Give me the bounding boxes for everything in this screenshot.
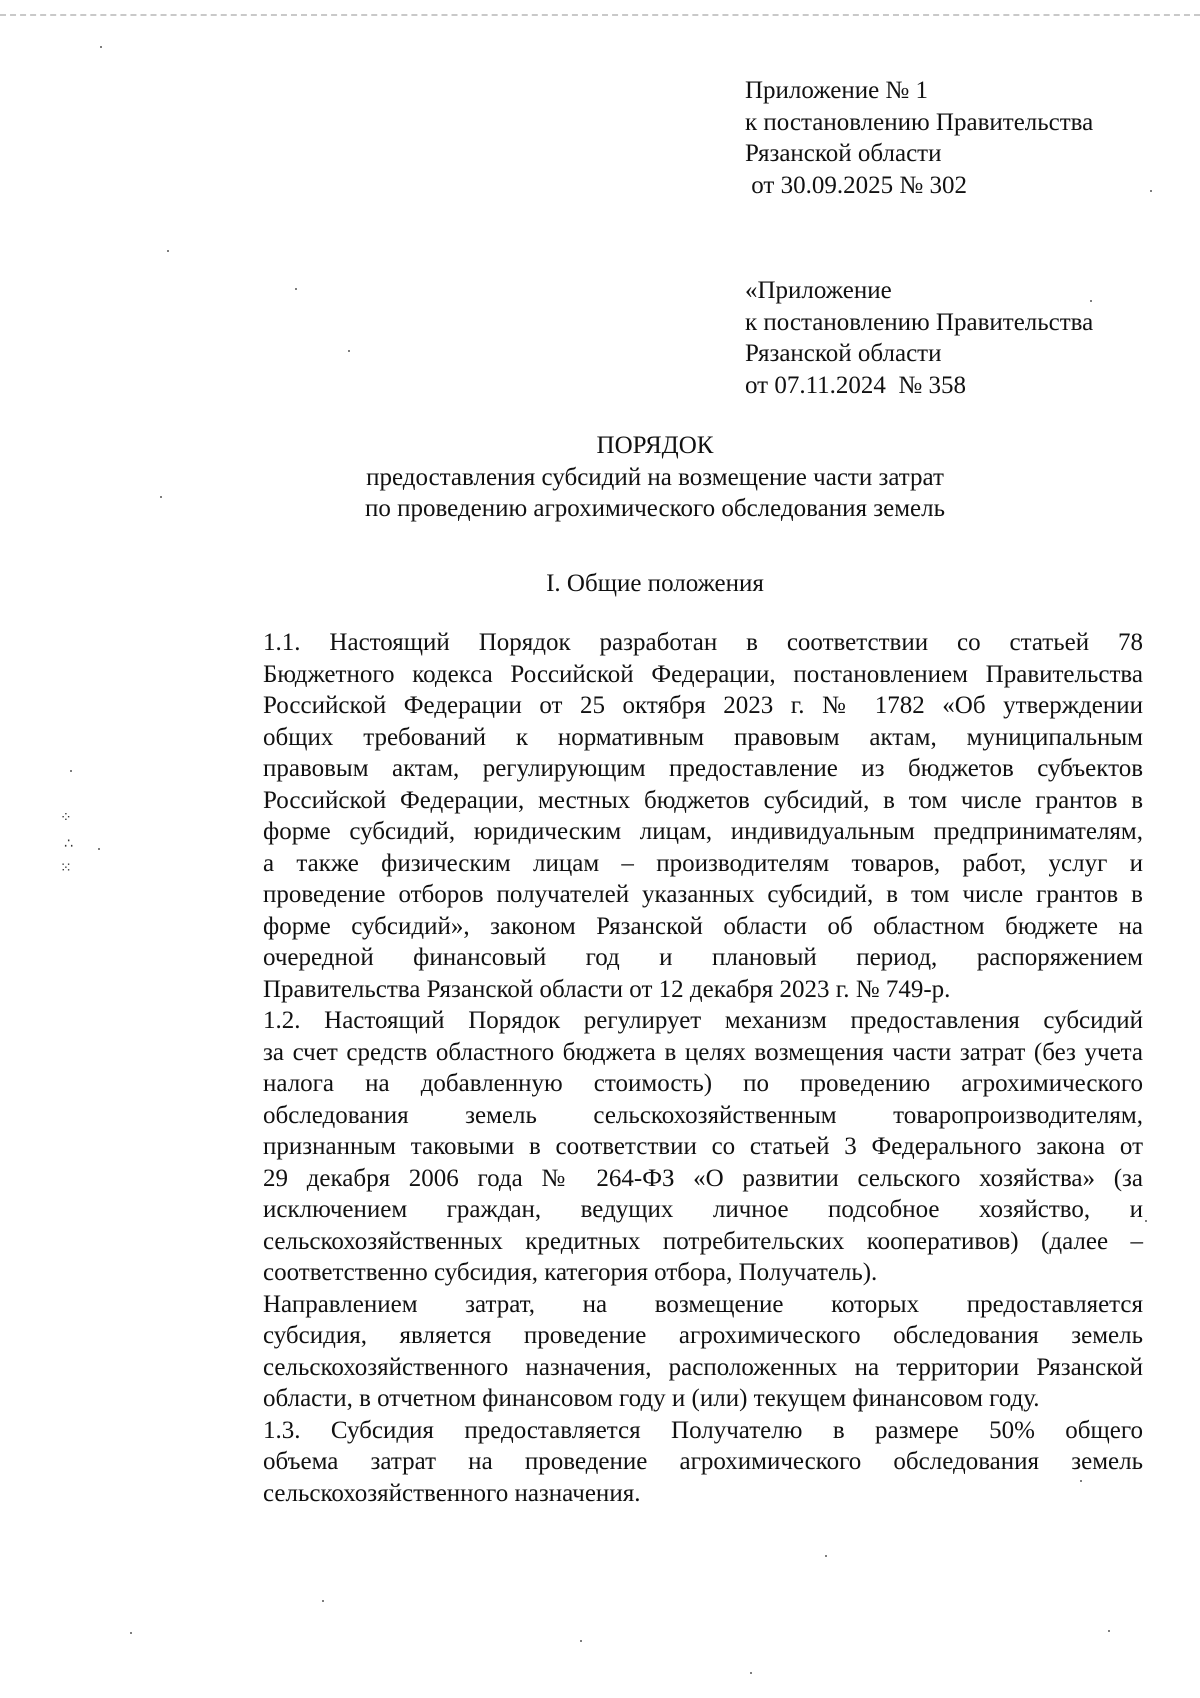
scan-speck: [1090, 300, 1092, 302]
text-line: Российской Федерации, местных бюджетов субсидий, в том числе грантов в: [263, 786, 1143, 814]
text-line: сельскохозяйственных кредитных потребительских кооперативов) (далее –: [263, 1227, 1143, 1255]
document-title: ПОРЯДОК: [596, 432, 714, 459]
document-body: [193, 627, 1143, 1509]
margin-punch-mark: ⁘: [60, 810, 72, 826]
text-line: Правительства Рязанской области от 12 декабря 2023 г. № 749-р.: [263, 975, 951, 1003]
section-heading-text: I. Общие положения: [546, 570, 764, 597]
scan-speck: [98, 848, 100, 850]
scan-speck: [160, 496, 162, 498]
scan-speck: [70, 770, 72, 772]
paragraph-1-1: [193, 627, 1143, 1005]
annex2-line: «Приложение: [745, 277, 892, 304]
text-line: субсидия, является проведение агрохимического обследования земель: [263, 1322, 1143, 1349]
paragraph-expense-direction: [193, 1289, 1143, 1415]
annex2-line: от 07.11.2024 № 358: [745, 371, 967, 399]
scan-speck: [1108, 1630, 1110, 1632]
scan-speck: [580, 1640, 582, 1642]
text-line: общих требований к нормативным правовым актам, муниципальным: [263, 723, 1143, 751]
annex-header-1: [745, 75, 1093, 201]
scan-speck: [167, 250, 169, 252]
document-title-block: [0, 430, 1200, 525]
text-line: правовым актам, регулирующим предоставление из бюджетов субъектов: [263, 755, 1143, 782]
paragraph-1-3: [193, 1415, 1143, 1510]
scan-speck: [750, 1672, 752, 1674]
text-line: очередной финансовый год и плановый период, распоряжением: [263, 944, 1143, 971]
scan-edge-line: [0, 14, 1200, 16]
text-line: обследования земель сельскохозяйственным товаропроизводителям,: [263, 1101, 1143, 1129]
scan-speck: [130, 1632, 132, 1634]
text-line: объема затрат на проведение агрохимического обследования земель: [263, 1448, 1143, 1475]
text-line: признанным таковыми в соответствии со статьей 3 Федерального закона от: [263, 1133, 1143, 1160]
paragraph-1-2: [193, 1005, 1143, 1289]
text-line: Российской Федерации от 25 октября 2023 г. № 1782 «Об утверждении: [263, 692, 1143, 719]
text-line: Направлением затрат, на возмещение которых предоставляется: [263, 1290, 1143, 1318]
document-subtitle-line: предоставления субсидий на возмещение части затрат: [366, 463, 944, 491]
annex2-line: Рязанской области: [745, 340, 942, 367]
annex1-line: Рязанской области: [745, 140, 942, 167]
text-line: форме субсидий», законом Рязанской области об областном бюджете на: [263, 912, 1143, 940]
text-line: Бюджетного кодекса Российской Федерации, постановлением Правительства: [263, 660, 1143, 688]
scan-speck: [348, 350, 350, 352]
text-line: области, в отчетном финансовом году и (или) текущем финансовом году.: [263, 1385, 1040, 1412]
text-line: 1.3. Субсидия предоставляется Получателю в размере 50% общего: [263, 1416, 1143, 1444]
text-line: 1.2. Настоящий Порядок регулирует механизм предоставления субсидий: [263, 1007, 1143, 1034]
text-line: сельскохозяйственного назначения, расположенных на территории Рязанской: [263, 1353, 1143, 1381]
annex1-line: от 30.09.2025 № 302: [745, 171, 967, 199]
text-line: сельскохозяйственного назначения.: [263, 1479, 641, 1507]
document-subtitle-line: по проведению агрохимического обследования земель: [364, 495, 945, 522]
scan-speck: [1145, 1220, 1147, 1222]
scan-speck: [295, 288, 297, 290]
text-line: за счет средств областного бюджета в целях возмещения части затрат (без учета: [263, 1038, 1143, 1066]
margin-punch-mark: ⁙: [60, 860, 72, 876]
text-line: форме субсидий, юридическим лицам, индивидуальным предпринимателям,: [263, 818, 1143, 845]
scan-speck: [322, 1600, 324, 1602]
text-line: 1.1. Настоящий Порядок разработан в соответствии со статьей 78: [263, 629, 1143, 656]
text-line: соответственно субсидия, категория отбора, Получатель).: [263, 1259, 878, 1286]
text-line: налога на добавленную стоимость) по проведению агрохимического: [263, 1070, 1143, 1097]
text-line: 29 декабря 2006 года № 264-ФЗ «О развитии сельского хозяйства» (за: [263, 1164, 1143, 1192]
text-line: проведение отборов получателей указанных субсидий, в том числе грантов в: [263, 881, 1143, 908]
annex2-line: к постановлению Правительства: [745, 308, 1094, 336]
section-heading: [0, 568, 1200, 600]
text-line: а также физическим лицам – производителям товаров, работ, услуг и: [263, 849, 1143, 877]
scan-speck: [100, 46, 102, 48]
scan-speck: [1150, 190, 1152, 192]
scan-speck: [825, 1555, 827, 1557]
text-line: исключением граждан, ведущих личное подсобное хозяйство, и: [263, 1196, 1143, 1223]
margin-punch-mark: ∴: [64, 836, 73, 852]
annex1-line: к постановлению Правительства: [745, 108, 1094, 136]
annex-header-2: [745, 275, 1093, 401]
scan-speck: [1080, 1480, 1082, 1482]
annex1-line: Приложение № 1: [745, 77, 929, 104]
